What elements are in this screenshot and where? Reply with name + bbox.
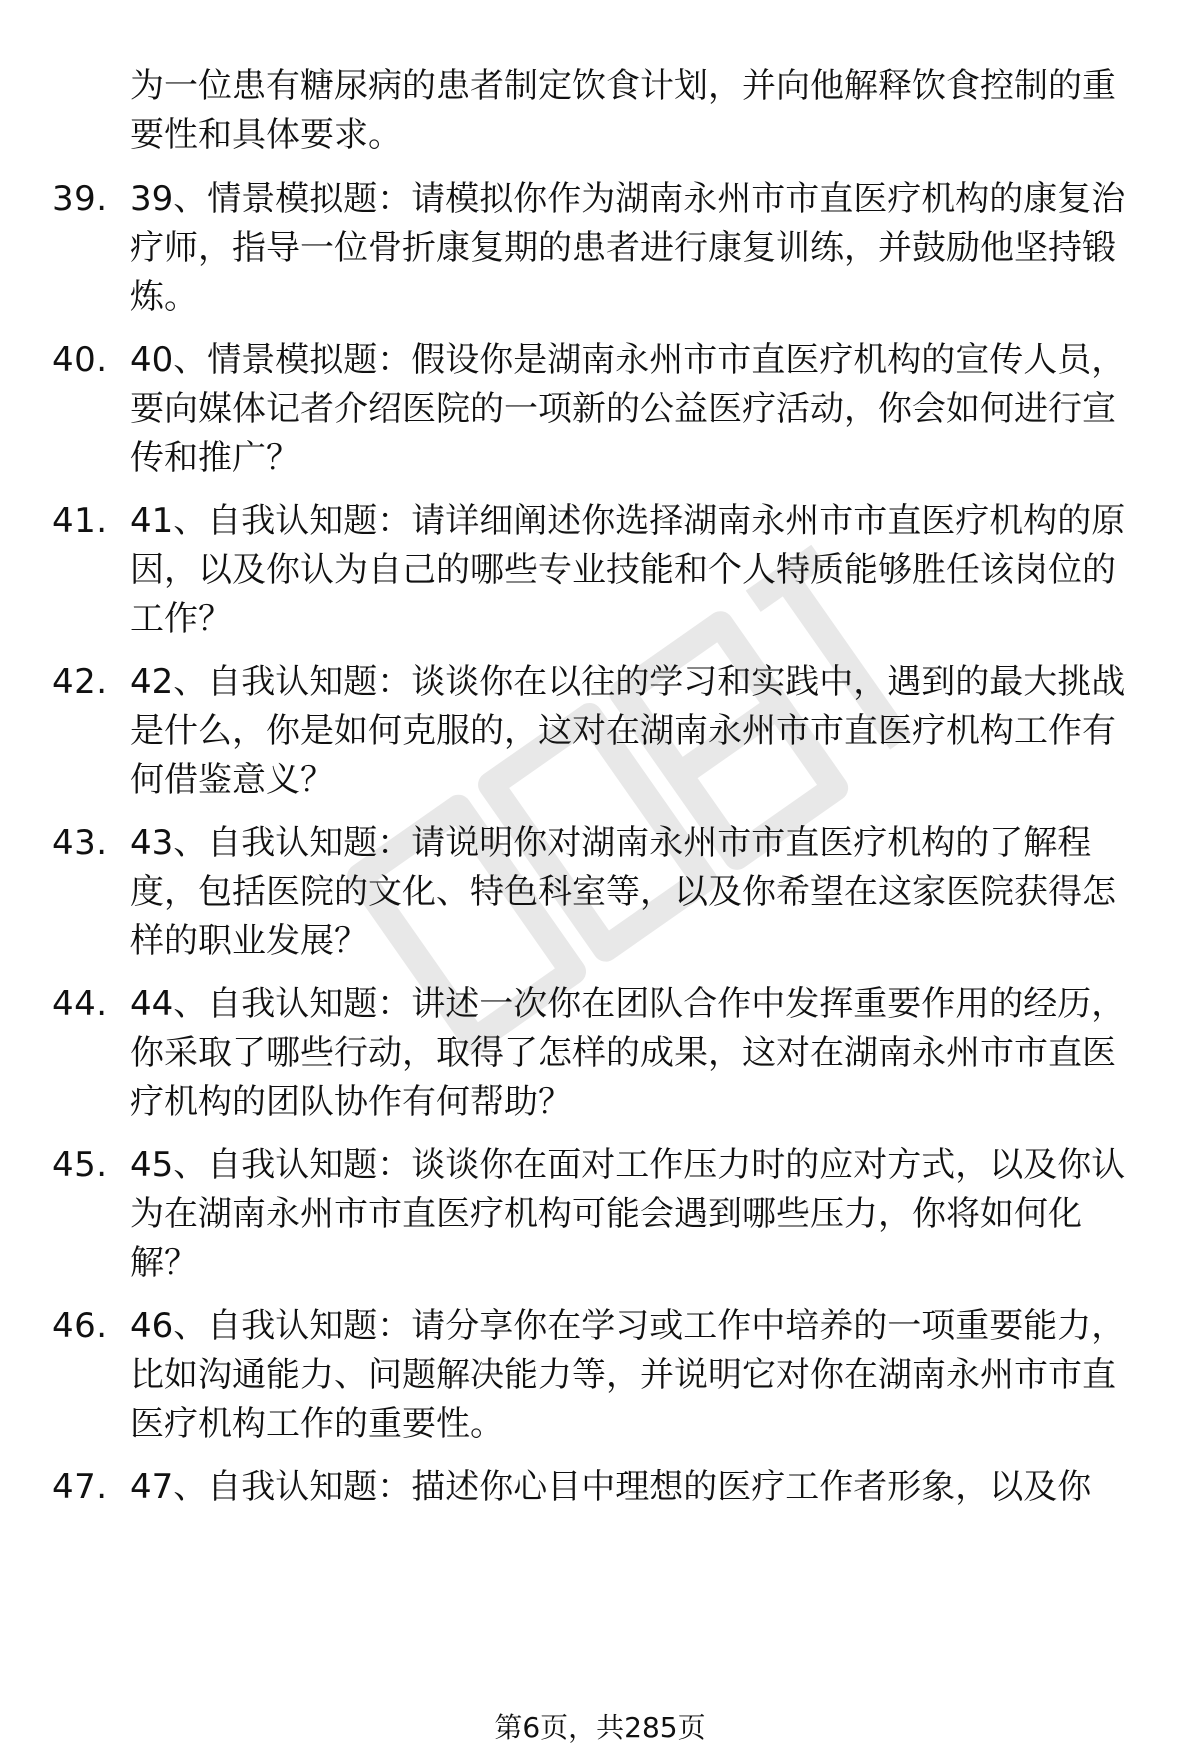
question-item-43 — [52, 819, 1142, 966]
question-item-44 — [52, 980, 1142, 1127]
question-text: 43、自我认知题：请说明你对湖南永州市市直医疗机构的了解程度，包括医院的文化、特色科室等，以及你希望在这家医院获得怎样的职业发展？ — [130, 823, 1116, 961]
list-number: 45. — [52, 1145, 108, 1185]
question-item-40 — [52, 336, 1142, 483]
list-number: 43. — [52, 823, 108, 863]
question-text: 46、自我认知题：请分享你在学习或工作中培养的一项重要能力，比如沟通能力、问题解决能力等，并说明它对你在湖南永州市市直医疗机构工作的重要性。 — [130, 1306, 1126, 1444]
question-text: 39、情景模拟题：请模拟你作为湖南永州市市直医疗机构的康复治疗师，指导一位骨折康复期的患者进行康复训练，并鼓励他坚持锻炼。 — [130, 179, 1126, 317]
question-item-47 — [52, 1463, 1142, 1512]
question-item-45 — [52, 1141, 1142, 1288]
question-item-41 — [52, 497, 1142, 644]
list-number: 42. — [52, 662, 108, 702]
question-text: 42、自我认知题：谈谈你在以往的学习和实践中，遇到的最大挑战是什么，你是如何克服的，这对在湖南永州市市直医疗机构工作有何借鉴意义？ — [130, 662, 1126, 800]
list-number: 40. — [52, 340, 108, 380]
question-item-39 — [52, 175, 1142, 322]
list-number: 46. — [52, 1306, 108, 1346]
page-number-footer: 第6页，共285页 — [494, 1711, 706, 1744]
question-text: 41、自我认知题：请详细阐述你选择湖南永州市市直医疗机构的原因，以及你认为自己的哪些专业技能和个人特质能够胜任该岗位的工作？ — [130, 501, 1126, 639]
list-number: 47. — [52, 1467, 108, 1507]
list-number: 44. — [52, 984, 108, 1024]
question-text: 47、自我认知题：描述你心目中理想的医疗工作者形象，以及你 — [130, 1467, 1092, 1507]
question-text: 44、自我认知题：讲述一次你在团队合作中发挥重要作用的经历，你采取了哪些行动，取得了怎样的成果，这对在湖南永州市市直医疗机构的团队协作有何帮助？ — [130, 984, 1126, 1122]
list-number: 41. — [52, 501, 108, 541]
question-text: 45、自我认知题：谈谈你在面对工作压力时的应对方式，以及你认为在湖南永州市市直医疗机构可能会遇到哪些压力，你将如何化解？ — [130, 1145, 1126, 1283]
question-item-46 — [52, 1302, 1142, 1449]
question-text: 40、情景模拟题：假设你是湖南永州市市直医疗机构的宣传人员，要向媒体记者介绍医院的一项新的公益医疗活动，你会如何进行宣传和推广？ — [130, 340, 1126, 478]
continuation-paragraph: 为一位患有糖尿病的患者制定饮食计划，并向他解释饮食控制的重要性和具体要求。 — [130, 66, 1116, 155]
question-item-42 — [52, 658, 1142, 805]
list-number: 39. — [52, 179, 108, 219]
